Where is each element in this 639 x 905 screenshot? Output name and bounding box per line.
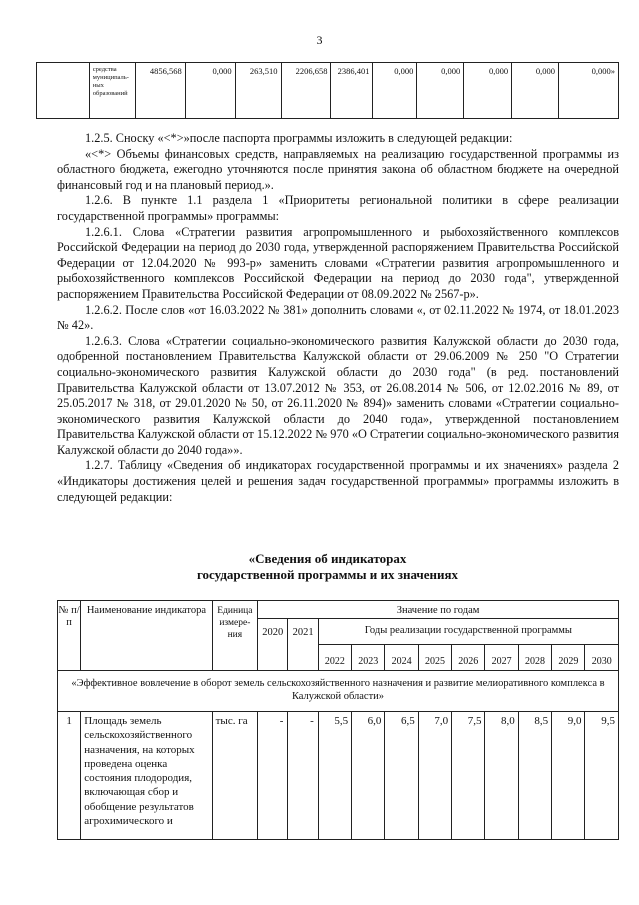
budget-continuation-table — [36, 62, 619, 119]
table-cell: 0,000 — [373, 63, 417, 119]
header-year-2021: 2021 — [288, 619, 318, 671]
value-2025: 7,0 — [418, 712, 451, 840]
funding-source-label: средства муниципаль-ных образований — [89, 63, 135, 119]
paragraph-1-2-7: 1.2.7. Таблицу «Сведения об индикаторах государственной программы и их значениях» раздела 2 «Индикаторы достижения целей и решения задач государственной программы» программы изложить в следующей редакции: — [57, 458, 619, 504]
header-values-by-year: Значение по годам — [258, 601, 619, 619]
page-number: 3 — [316, 33, 323, 47]
footnote-quote: «<*> Объемы финансовых средств, направляемых на реализацию государственной программы из областного бюджета, ежегодно уточняются после принятия закона об областном бюджете на очередной финансовый год и на плановый период.». — [57, 146, 619, 192]
value-2022: 5,5 — [318, 712, 351, 840]
header-program-years: Годы реализации государственной программы — [318, 619, 618, 645]
indicator-unit: тыс. га — [212, 712, 257, 840]
value-2026: 7,5 — [452, 712, 485, 840]
document-body — [57, 131, 619, 505]
header-year-2028: 2028 — [518, 645, 551, 671]
value-2023: 6,0 — [352, 712, 385, 840]
header-year-2024: 2024 — [385, 645, 418, 671]
row-number: 1 — [58, 712, 81, 840]
header-number: № п/п — [58, 601, 81, 671]
table-cell: 0,000» — [559, 63, 619, 119]
header-unit: Единица измере-ния — [212, 601, 257, 671]
value-2029: 9,0 — [552, 712, 585, 840]
header-year-2030: 2030 — [585, 645, 619, 671]
value-2030: 9,5 — [585, 712, 619, 840]
indicators-table — [57, 600, 619, 840]
paragraph-1-2-6-1: 1.2.6.1. Слова «Стратегии развития агропромышленного и рыбохозяйственного комплексов Российской Федерации на период до 2030 года, утвержденной распоряжением Правительства Российской Федерации от 12.04.2020 № 993-р» заменить словами «Стратегии развития агропромышленного и рыбохозяйственного комплексов Российской Федерации на период до 2030 года", утвержденной распоряжением Правительства Российской Федерации от 08.09.2022 № 2567-р». — [57, 224, 619, 301]
value-2020: - — [258, 712, 288, 840]
header-year-2026: 2026 — [452, 645, 485, 671]
value-2028: 8,5 — [518, 712, 551, 840]
header-year-2029: 2029 — [552, 645, 585, 671]
paragraph-1-2-6-3: 1.2.6.3. Слова «Стратегии социально-экономического развития Калужской области до 2030 года, одобренной постановлением Правительства Калужской области от 29.06.2009 № 250 "О Стратегии социально-экономического развития Калужской области до 2030 года" (в ред. постановлений Правительства Калужской области от 13.07.2012 № 353, от 26.08.2014 № 506, от 12.02.2016 № 89, от 25.05.2017 № 318, от 29.01.2020 № 50, от 26.11.2020 № 894)» заменить словами «Стратегии социально-экономического развития Калужской области до 2040 года», утвержденной постановлением Правительства Калужской области от 15.12.2022 № 970 «О Стратегии социально-экономического развития Калужской области до 2040 года»». — [57, 333, 619, 457]
paragraph-1-2-5: 1.2.5. Сноску «<*>»после паспорта программы изложить в следующей редакции: — [85, 131, 513, 145]
table-cell-empty — [37, 63, 90, 119]
table-title-line-2: государственной программы и их значениях — [196, 567, 459, 582]
indicator-name: Площадь земель сельскохозяйственного назначения, на которых проведена оценка состояния плодородия, включающая сбор и обобщение результатов агрохимического и — [81, 712, 212, 840]
header-year-2020: 2020 — [258, 619, 288, 671]
header-year-2027: 2027 — [485, 645, 518, 671]
value-2021: - — [288, 712, 318, 840]
value-2027: 8,0 — [485, 712, 518, 840]
header-year-2022: 2022 — [318, 645, 351, 671]
table-cell: 0,000 — [512, 63, 559, 119]
header-year-2023: 2023 — [352, 645, 385, 671]
table-title-line-1: «Сведения об индикаторах — [248, 551, 407, 566]
table-cell: 2386,401 — [331, 63, 373, 119]
value-2024: 6,5 — [385, 712, 418, 840]
table-cell: 263,510 — [235, 63, 281, 119]
table-cell: 0,000 — [185, 63, 235, 119]
table-cell: 0,000 — [417, 63, 464, 119]
paragraph-1-2-6: 1.2.6. В пункте 1.1 раздела 1 «Приоритеты региональной политики в сфере реализации государственной программы» программы: — [57, 193, 619, 223]
table-cell: 2206,658 — [281, 63, 331, 119]
table-cell: 4856,568 — [135, 63, 185, 119]
section-heading: «Эффективное вовлечение в оборот земель сельскохозяйственного назначения и развитие мелиоративного комплекса в Калужской области» — [58, 671, 619, 712]
header-year-2025: 2025 — [418, 645, 451, 671]
paragraph-1-2-6-2: 1.2.6.2. После слов «от 16.03.2022 № 381» дополнить словами «, от 02.11.2022 № 1974, от 18.01.2023 № 42». — [57, 302, 619, 333]
header-indicator-name: Наименование индикатора — [81, 601, 212, 671]
table-cell: 0,000 — [464, 63, 512, 119]
